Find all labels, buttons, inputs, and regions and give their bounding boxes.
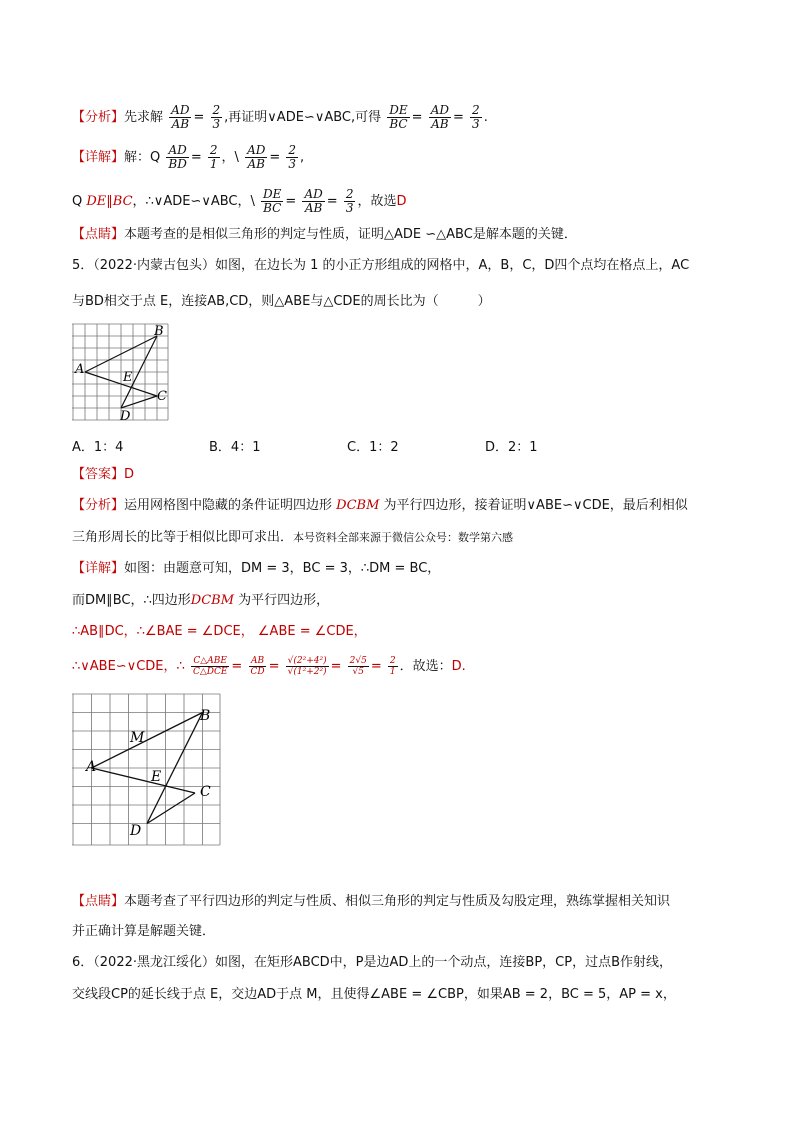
frac-den: 3 [212,117,221,131]
analysis-text: ,再证明∨ADE∽∨ABC,可得 [224,110,382,125]
frac-den: 3 [345,201,354,215]
comment-line-q5-2: 并正确计算是解题关键． [72,924,216,939]
frac-den: AB [171,117,190,131]
label-b: B [200,708,211,724]
label-d: D [130,823,142,839]
detail-text: ，故选 [357,194,397,209]
source-note: 本号资料全部来源于微信公众号：数学第六感 [293,531,514,544]
question-5-line-1: 5．（2022·内蒙古包头）如图，在边长为 1 的小正方形组成的网格中，A，B，C，D四个点均在格点上，AC [72,258,690,273]
frac-den: √(1²+2²) [287,667,327,677]
analysis-tag: 【分析】 [72,498,125,513]
option-a: A．1：4 [72,440,124,455]
frac-num: 2√5 [349,656,367,666]
comment-line-q4 [72,225,577,245]
label-d: D [120,409,131,424]
label-a: A [75,362,85,377]
comment-text: 本题考查了平行四边形的判定与性质、相似三角形的判定与性质及勾股定理，熟练掌握相关知识 [124,894,671,909]
frac-num: AD [304,187,323,201]
parallel-statement: DE‖BC [86,194,133,209]
detail-line-q4 [72,144,304,171]
label-c: C [157,389,167,404]
fraction-2-1 [388,656,398,677]
frac-num: AD [247,143,266,157]
detail-text: 而DM∥BC，∴四边形 [72,593,191,608]
analysis-line-q5-2 [72,528,513,548]
question-5-line-2: 与BD相交于点 E，连接AB,CD，则△ABE与△CDE的周长比为（ ） [72,294,491,309]
analysis-text: 为平行四边形，接着证明∨ABE∽∨CDE，最后利相似 [383,498,688,513]
detail-text: 解：Q [124,150,161,165]
equals: = [411,110,423,125]
frac-num: 2 [472,103,480,117]
fraction-perimeter [191,656,229,677]
grid-figure-2 [72,693,224,849]
fraction-ad-bd [166,144,188,171]
label-e: E [151,769,162,785]
fraction-ad-ab [245,144,267,171]
comment-tag: 【点睛】 [72,227,125,242]
grid-figure-1 [72,323,172,425]
answer-tag: 【答案】 [72,467,125,482]
frac-den: AB [304,201,323,215]
option-c: C．1：2 [347,440,399,455]
fraction-2-3 [344,188,356,215]
comment-line-q5-1 [72,892,670,912]
fraction-ad-ab [429,104,451,131]
comment-text: 本题考查的是相似三角形的判定与性质，证明△ADE ∽△ABC是解本题的关键． [124,227,577,242]
frac-num: √(2²+4²) [287,656,327,666]
frac-den: √5 [352,667,364,677]
frac-num: 2 [212,103,221,117]
frac-den: CD [250,667,265,677]
frac-num: 2 [209,143,218,157]
detail-line-q5-1 [72,559,440,579]
comment-tag: 【点睛】 [72,894,125,909]
label-e: E [123,370,133,385]
equals: = [285,194,297,209]
label-c: C [200,784,211,800]
frac-num: 2 [345,187,354,201]
option-b: B．4：1 [209,440,261,455]
detail-line-q5-2 [72,591,329,611]
analysis-text: 运用网格图中隐藏的条件证明四边形 [124,498,333,513]
equals: = [326,194,338,209]
because-symbol: Q [72,194,83,209]
frac-num: DE [389,103,408,117]
equals: = [193,110,205,125]
frac-num: AD [168,143,187,157]
frac-num: 2 [288,143,297,157]
period: . [483,110,488,125]
label-a: A [86,759,97,775]
detail-tag: 【详解】 [72,150,125,165]
question-6-line-1: 6．（2022·黑龙江绥化）如图，在矩形ABCD中，P是边AD上的一个动点，连接BP，CP，过点B作射线， [72,955,672,970]
detail-line-q5-3 [72,622,367,642]
detail-tag: 【详解】 [72,561,125,576]
fraction-2-1 [208,144,220,171]
frac-num: DE [263,187,282,201]
detail-text: ．故选： [399,659,452,674]
analysis-line-q5 [72,496,688,516]
fraction-ad-ab [169,104,191,131]
answer-line-q5 [72,465,134,485]
frac-num: AD [171,103,190,117]
frac-num: AD [430,103,449,117]
fraction-2-3 [470,104,482,131]
detail-text: 如图：由题意可知，DM = 3，BC = 3，∴DM = BC， [124,561,441,576]
frac-num: 2 [389,656,396,666]
analysis-text: 先求解 [124,110,164,125]
frac-num: AB [250,656,265,666]
detail-text: ∴∨ABE∽∨CDE，∴ [72,659,185,674]
option-d: D．2：1 [485,440,538,455]
detail-text: ∴AB∥DC， [72,624,137,639]
equals: = [269,150,281,165]
equals: = [370,659,382,674]
frac-den: AB [431,117,449,131]
fraction-2-3 [286,144,298,171]
frac-den: 1 [389,667,396,677]
frac-den: C△DCE [192,667,228,677]
detail-line-q5-4 [72,656,466,677]
frac-num: C△ABE [193,656,227,666]
frac-den: 1 [209,157,218,171]
detail-text: ∠ABE = ∠CDE， [257,624,367,639]
separator: ，\ [221,150,239,165]
detail-text: ∴∠BAE = ∠DCE， [136,624,254,639]
equals: = [190,150,202,165]
frac-den: BD [168,157,187,171]
quad-name: DCBM [190,593,234,608]
label-b: B [154,324,164,339]
analysis-tag: 【分析】 [72,110,125,125]
fraction-2-3 [211,104,223,131]
equals: = [330,659,342,674]
question-6-line-2: 交线段CP的延长线于点 E，交边AD于点 M，且使得∠ABE = ∠CBP，如果AB = 2，BC = 5，AP = x， [72,987,676,1002]
equals: = [231,659,243,674]
frac-den: 3 [288,157,297,171]
quad-name: DCBM [336,498,380,513]
detail-text: ，∴∨ADE∽∨ABC，\ [132,194,255,209]
analysis-text: 三角形周长的比等于相似比即可求出． [72,530,294,545]
detail-line-q4-2 [72,188,406,215]
fraction-ab-cd [248,656,266,677]
detail-text: 为平行四边形， [238,593,330,608]
analysis-line-q4 [72,104,488,131]
frac-den: BC [263,201,282,215]
fraction-de-bc [387,104,409,131]
fraction-sqrt [286,656,329,677]
fraction-root5 [348,656,369,677]
frac-den: 3 [472,117,480,131]
frac-den: AB [247,157,265,171]
answer-value: D [124,467,135,482]
fraction-de-bc [261,188,283,215]
equals: = [453,110,464,125]
comma: , [300,150,305,165]
answer-letter: D [396,194,407,209]
answer-letter: D. [451,659,466,674]
frac-den: BC [389,117,408,131]
fraction-ad-ab [302,188,324,215]
equals: = [268,659,280,674]
label-m: M [130,730,145,746]
